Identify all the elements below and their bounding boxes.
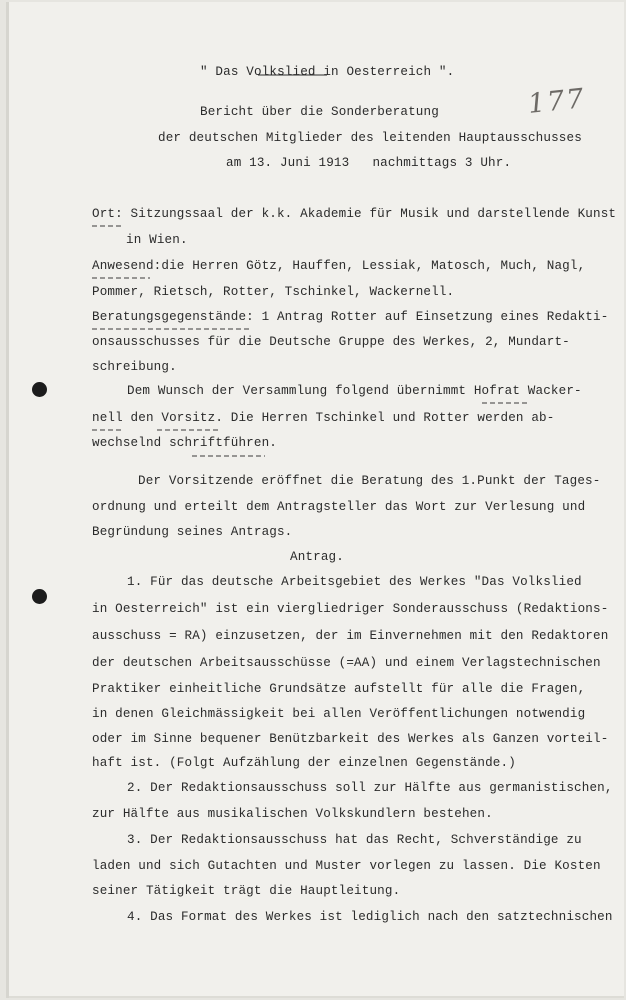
text-line: der deutschen Arbeitsausschüsse (=AA) und einem Verlagstechnischen (92, 656, 601, 670)
text-line: onsausschusses für die Deutsche Gruppe des Werkes, 2, Mundart- (92, 335, 570, 349)
text-line: 3. Der Redaktionsausschuss hat das Recht, Schverständige zu (127, 833, 582, 847)
text-line: Praktiker einheitliche Grundsätze aufstellt für alle die Fragen, (92, 682, 586, 696)
punch-hole (32, 589, 47, 604)
text-line: zur Hälfte aus musikalischen Volkskundlern bestehen. (92, 807, 493, 821)
text-line: in Wien. (126, 233, 188, 247)
text-line: nell den Vorsitz. Die Herren Tschinkel und Rotter werden ab- (92, 411, 555, 425)
folio-number: 177 (526, 83, 588, 120)
subtitle-line: am 13. Juni 1913 nachmittags 3 Uhr. (226, 156, 512, 170)
text-line: Ort: Sitzungssaal der k.k. Akademie für Musik und darstellende Kunst (92, 207, 617, 221)
text-line: haft ist. (Folgt Aufzählung der einzelnen Gegenstände.) (92, 756, 516, 770)
text-line: 2. Der Redaktionsausschuss soll zur Hälfte aus germanistischen, (127, 781, 613, 795)
section-heading: Antrag. (290, 550, 344, 564)
subtitle-line: Bericht über die Sonderberatung (200, 105, 439, 119)
punch-hole (32, 382, 47, 397)
text-line: laden und sich Gutachten und Muster vorlegen zu lassen. Die Kosten (92, 859, 601, 873)
text-line: Dem Wunsch der Versammlung folgend übernimmt Hofrat Wacker- (127, 384, 582, 398)
text-line: ausschuss = RA) einzusetzen, der im Einvernehmen mit den Redaktoren (92, 629, 609, 643)
text-line: Beratungsgegenstände: 1 Antrag Rotter auf Einsetzung eines Redakti- (92, 310, 609, 324)
text-line: oder im Sinne bequener Benützbarkeit des Werkes als Ganzen vorteil- (92, 732, 609, 746)
text-line: schreibung. (92, 360, 177, 374)
text-line: ordnung und erteilt dem Antragsteller das Wort zur Verlesung und (92, 500, 586, 514)
subtitle-line: der deutschen Mitglieder des leitenden Hauptausschusses (158, 131, 582, 145)
text-line: Anwesend:die Herren Götz, Hauffen, Lessiak, Matosch, Much, Nagl, (92, 259, 586, 273)
text-line: wechselnd schriftführen. (92, 436, 277, 450)
text-line: Der Vorsitzende eröffnet die Beratung des 1.Punkt der Tages- (138, 474, 601, 488)
text-line: in denen Gleichmässigkeit bei allen Veröffentlichungen notwendig (92, 707, 586, 721)
text-line: 1. Für das deutsche Arbeitsgebiet des Werkes "Das Volkslied (127, 575, 582, 589)
text-line: in Oesterreich" ist ein viergliedriger Sonderausschuss (Redaktions- (92, 602, 609, 616)
text-line: Pommer, Rietsch, Rotter, Tschinkel, Wackernell. (92, 285, 455, 299)
text-line: 4. Das Format des Werkes ist lediglich nach den satztechnischen (127, 910, 613, 924)
text-line: Begründung seines Antrags. (92, 525, 293, 539)
document-title: " Das Volkslied in Oesterreich ". (200, 65, 455, 79)
text-line: seiner Tätigkeit trägt die Hauptleitung. (92, 884, 401, 898)
